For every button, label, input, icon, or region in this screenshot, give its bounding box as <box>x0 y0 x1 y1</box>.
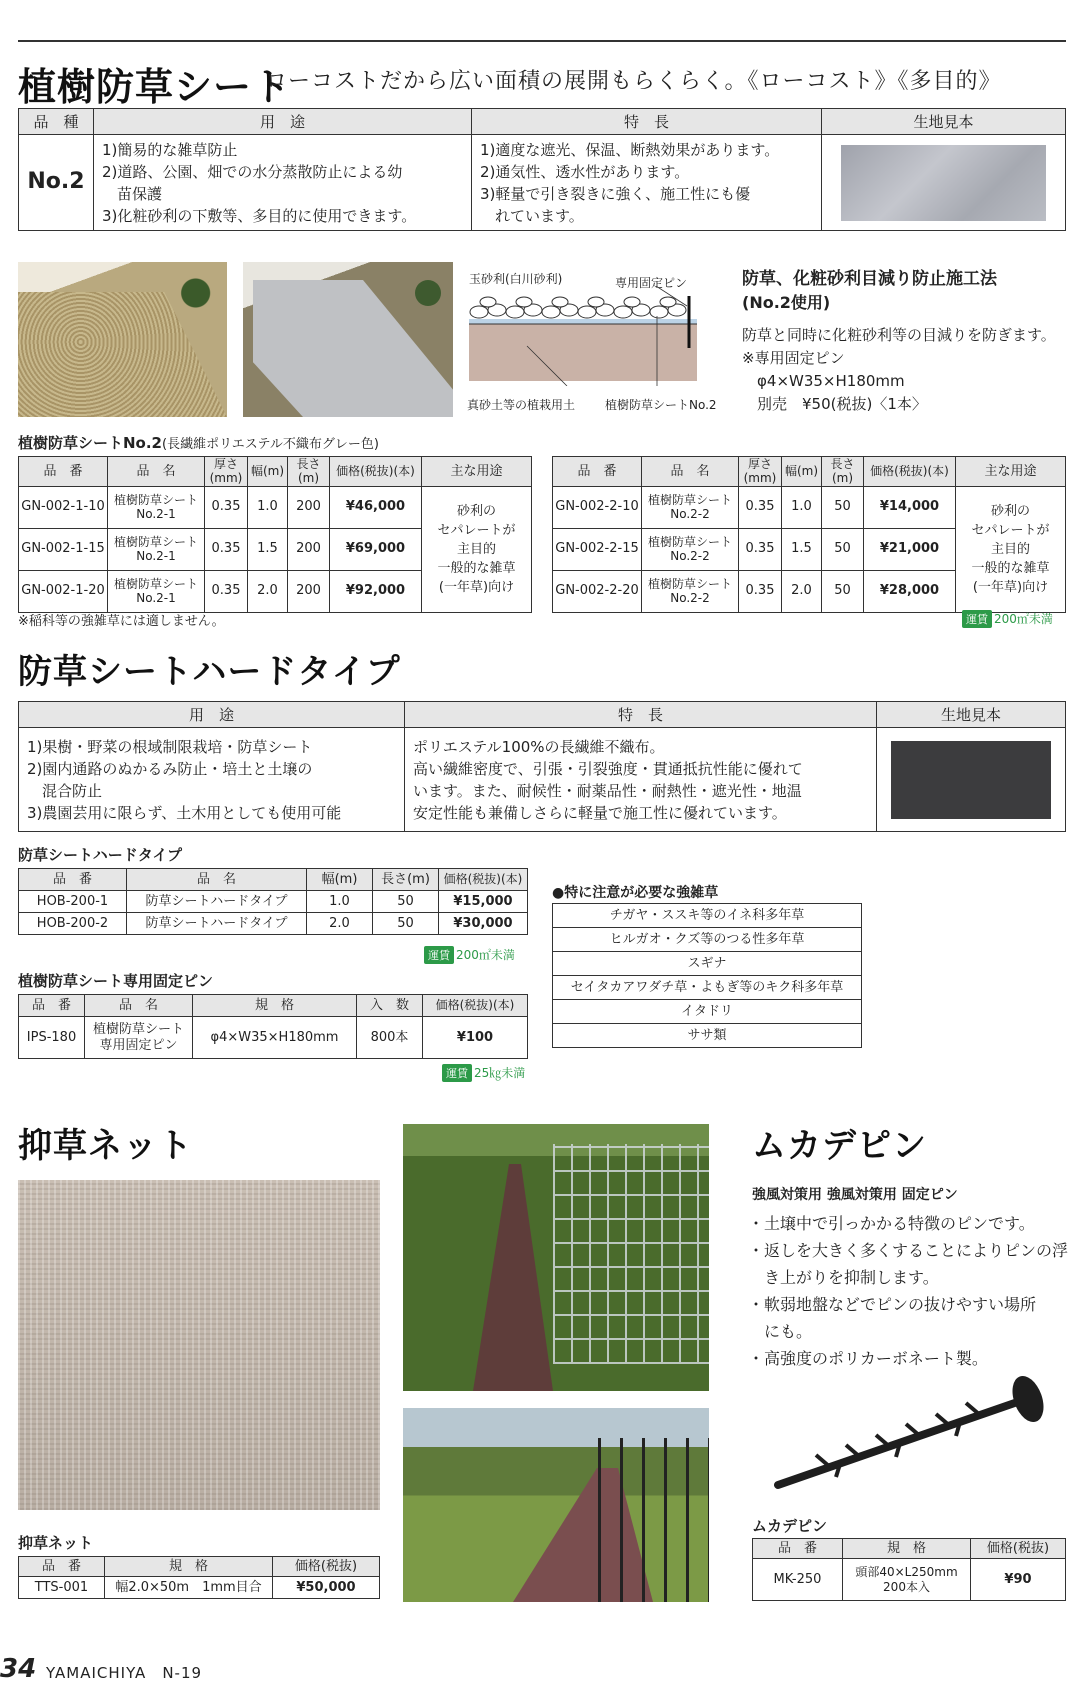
table-row: IPS-180 植樹防草シート 専用固定ピン φ4×W35×H180mm 800本 ¥100 <box>19 1017 528 1059</box>
section-subtitle: ローコストだから広い面積の展開もらくらく。《ローコスト》《多目的》 <box>265 69 1002 94</box>
price-table-no2-2: 品 番 品 名 厚さ(mm) 幅(m) 長さ(m) 価格(税抜)(本) 主な用途 GN-002-2-10 植樹防草シート No.2-2 0.35 1.0 50 ¥14,000 砂利の セパレートが 主目的 一般的な雑草 (一年草)向け GN-002-2-15 植樹防草シート No.2-2 0.35 1.5 50 ¥21,000 GN-002-2-20 植樹防草シート No.2-2 0.35 2.0 50 ¥28,000 <box>552 456 1066 613</box>
list-item: チガヤ・ススキ等のイネ科多年草 <box>553 904 862 928</box>
method-text: 防草と同時に化粧砂利等の目減りを防ぎます。 ※専用固定ピン φ4×W35×H180mm 別売 ¥50(税抜)〈1本〉 <box>742 326 1056 413</box>
hdr-feature: 特 長 <box>472 109 822 135</box>
feature-list: 1)適度な遮光、保温、断熱効果があります。 2)通気性、透水性があります。 3)軽量で引き裂きに強く、施工性にも優 れています。 <box>472 135 822 231</box>
mukade-table-title: ムカデピン <box>752 1517 828 1535</box>
field-photo-2 <box>403 1408 709 1602</box>
list-item: イタドリ <box>553 1000 862 1024</box>
pin-lead: 強風対策用 強風対策用 固定ピン <box>752 1187 958 1203</box>
table-row: MK-250 頭部40×L250mm 200本入 ¥90 <box>753 1559 1066 1601</box>
freight-badge-3: 運賃 25㎏未満 <box>442 1064 525 1082</box>
hard-feature-list: ポリエステル100%の長繊維不織布。 高い繊維密度で、引張・引裂強度・貫通抵抗性能に優れて います。また、耐候性・耐薬品性・耐熱性・遮光性・地温 安定性能も兼備しさらに軽量で施工性に優れています。 <box>405 728 877 832</box>
price-table-mukade: 品 番 規 格 価格(税抜) MK-250 頭部40×L250mm 200本入 ¥90 <box>752 1538 1066 1601</box>
price-table-net: 品 番 規 格 価格(税抜) TTS-001 幅2.0×50m 1mm目合 ¥50,000 <box>18 1556 380 1599</box>
weeds-table <box>552 903 862 1048</box>
pin-table-title: 植樹防草シート専用固定ピン <box>18 972 214 990</box>
main-use-right: 砂利の セパレートが 主目的 一般的な雑草 (一年草)向け <box>956 486 1066 612</box>
hard-fabric-sample-cell <box>877 728 1066 832</box>
pin-bullets: ・土壌中で引っかかる特徴のピンです。 ・返しを大きく多くすることによりピンの浮 き上がりを抑制します。 ・軟弱地盤などでピンの抜けやすい場所 にも。 ・高強度のポリカーボネート製。 <box>748 1214 1069 1368</box>
section-title-hard: 防草シートハードタイプ <box>18 652 401 692</box>
freight-badge-1: 運賃 200㎡未満 <box>962 610 1053 628</box>
fabric-sample-cell <box>822 135 1066 231</box>
section-title-pin: ムカデピン <box>752 1126 927 1166</box>
hdr-use: 用 途 <box>94 109 472 135</box>
weeds-title: ●特に注意が必要な強雑草 <box>552 885 719 901</box>
list-item: ササ類 <box>553 1024 862 1048</box>
table-row: GN-002-1-20 植樹防草シート No.2-1 0.35 2.0 200 ¥92,000 <box>19 570 532 612</box>
top-rule <box>18 40 1066 42</box>
table-row: GN-002-1-10 植樹防草シート No.2-1 0.35 1.0 200 ¥46,000 砂利の セパレートが 主目的 一般的な雑草 (一年草)向け <box>19 486 532 528</box>
list-item: ヒルガオ・クズ等のつる性多年草 <box>553 928 862 952</box>
net-photo <box>18 1180 380 1510</box>
construction-diagram <box>467 262 717 417</box>
freight-badge-2: 運賃 200㎡未満 <box>424 946 515 964</box>
price-table-pin: 品 番 品 名 規 格 入 数 価格(税抜)(本) IPS-180 植樹防草シート 専用固定ピン φ4×W35×H180mm 800本 ¥100 <box>18 994 528 1059</box>
main-use-left: 砂利の セパレートが 主目的 一般的な雑草 (一年草)向け <box>422 486 532 612</box>
fabric-sample-dark <box>891 741 1051 819</box>
table-row: GN-002-2-10 植樹防草シート No.2-2 0.35 1.0 50 ¥14,000 砂利の セパレートが 主目的 一般的な雑草 (一年草)向け <box>553 486 1066 528</box>
spec-table-no2 <box>18 108 1066 231</box>
table-row: GN-002-1-15 植樹防草シート No.2-1 0.35 1.5 200 ¥69,000 <box>19 528 532 570</box>
hdr-sample: 生地見本 <box>822 109 1066 135</box>
table-row: GN-002-2-20 植樹防草シート No.2-2 0.35 2.0 50 ¥28,000 <box>553 570 1066 612</box>
footer-brand: YAMAICHIYA N-19 <box>46 1664 203 1682</box>
diagram-label-gravel: 玉砂利(白川砂利) <box>469 272 563 286</box>
method-subtitle: (No.2使用) <box>742 293 831 312</box>
price-table-no2-1: 品 番 品 名 厚さ(mm) 幅(m) 長さ(m) 価格(税抜)(本) 主な用途 GN-002-1-10 植樹防草シート No.2-1 0.35 1.0 200 ¥46,000 砂利の セパレートが 主目的 一般的な雑草 (一年草)向け GN-002-1-15 植樹防草シート No.2-1 0.35 1.5 200 ¥69,000 GN-002-1-20 植樹防草シート No.2-1 0.35 2.0 200 ¥92,000 <box>18 456 532 613</box>
diagram-label-pin: 専用固定ピン <box>615 276 688 290</box>
gravel-photo <box>18 262 227 417</box>
net-table-title: 抑草ネット <box>18 1534 94 1552</box>
sheet-photo <box>243 262 453 417</box>
list-item: スギナ <box>553 952 862 976</box>
use-list: 1)簡易的な雑草防止 2)道路、公園、畑での水分蒸散防止による幼 苗保護 3)化粧砂利の下敷等、多目的に使用できます。 <box>94 135 472 231</box>
table-row: GN-002-2-15 植樹防草シート No.2-2 0.35 1.5 50 ¥21,000 <box>553 528 1066 570</box>
table-row: HOB-200-1 防草シートハードタイプ 1.0 50 ¥15,000 <box>19 891 528 913</box>
table-row: TTS-001 幅2.0×50m 1mm目合 ¥50,000 <box>19 1577 380 1599</box>
table-row: HOB-200-2 防草シートハードタイプ 2.0 50 ¥30,000 <box>19 913 528 935</box>
hard-use-list: 1)果樹・野菜の根域制限栽培・防草シート 2)園内通路のぬかるみ防止・培土と土壌の 混合防止 3)農園芸用に限らず、土木用としても使用可能 <box>19 728 405 832</box>
variety-no2: No.2 <box>19 135 94 231</box>
page-number: 34 <box>0 1654 37 1684</box>
diagram-label-soil: 真砂土等の植栽用土 <box>467 398 576 412</box>
diagram-label-sheet: 植樹防草シートNo.2 <box>605 398 717 412</box>
hard-table-title: 防草シートハードタイプ <box>18 846 182 864</box>
mukade-pin-image <box>770 1375 1060 1490</box>
note-strong-weeds: ※稲科等の強雑草には適しません。 <box>18 614 225 629</box>
field-photo-1 <box>403 1124 709 1391</box>
hdr-variety: 品 種 <box>19 109 94 135</box>
section-title-net: 抑草ネット <box>18 1126 193 1166</box>
diagram-drawing <box>467 286 717 386</box>
spec-table-hard: 用 途 特 長 生地見本 1)果樹・野菜の根域制限栽培・防草シート 2)園内通路のぬかるみ防止・培土と土壌の 混合防止 3)農園芸用に限らず、土木用としても使用可能 ポリエステル100%の長繊維不織布。 高い繊維密度で、引張・引裂強度・貫通抵抗性能に優れて います。また、耐候性・耐薬品性・耐熱性・遮光性・地温 安定性能も兼備しさらに軽量で施工性に優れています。 <box>18 701 1066 832</box>
price-table-hard: 品 番 品 名 幅(m) 長さ(m) 価格(税抜)(本) HOB-200-1 防草シートハードタイプ 1.0 50 ¥15,000 HOB-200-2 防草シートハードタイプ 2.0 50 ¥30,000 <box>18 868 528 935</box>
list-item: セイタカアワダチ草・よもぎ等のキク科多年草 <box>553 976 862 1000</box>
fabric-sample-gray <box>841 145 1046 221</box>
method-title: 防草、化粧砂利目減り防止施工法 <box>742 269 997 289</box>
section-title-sheet: 植樹防草シート <box>18 65 292 109</box>
no2-table-title: 植樹防草シートNo.2(長繊維ポリエステル不織布グレー色) <box>18 434 379 452</box>
